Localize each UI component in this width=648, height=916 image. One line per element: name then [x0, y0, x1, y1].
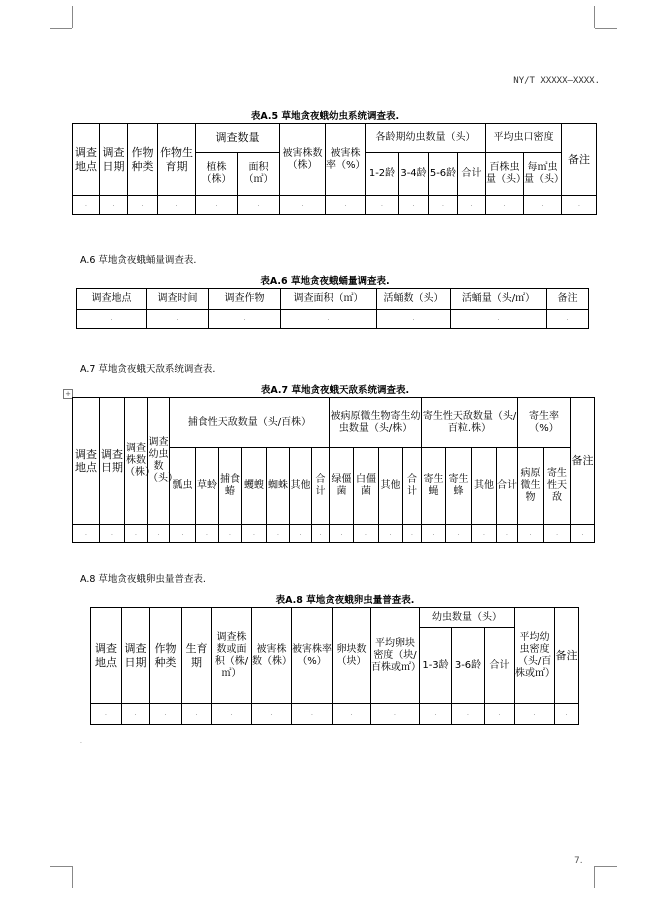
- empty-cell[interactable]: .: [555, 704, 579, 725]
- empty-cell[interactable]: .: [252, 704, 292, 725]
- empty-cell[interactable]: .: [379, 525, 403, 543]
- col-total: 合计: [458, 153, 486, 196]
- col-damaged-plants: 被害株数（株）: [252, 608, 292, 704]
- empty-cell[interactable]: .: [128, 196, 158, 215]
- empty-cell[interactable]: .: [333, 704, 371, 725]
- empty-cell[interactable]: .: [547, 310, 589, 329]
- empty-cell[interactable]: .: [148, 525, 170, 543]
- col-density: 平均虫口密度: [486, 124, 562, 153]
- empty-cell[interactable]: .: [571, 525, 595, 543]
- col-stage: 作物生育期: [158, 124, 196, 196]
- col-white-muscardine: 白僵菌: [354, 448, 379, 525]
- table-a7-caption: 表A.7 草地贪夜蛾天敌系统调查表.: [260, 385, 410, 396]
- empty-cell[interactable]: .: [377, 310, 451, 329]
- page-number: 7.: [574, 856, 583, 866]
- col-egg-masses: 卵块数（块）: [333, 608, 371, 704]
- empty-cell[interactable]: .: [472, 525, 497, 543]
- table-a6: [76, 288, 589, 329]
- empty-cell[interactable]: .: [544, 525, 571, 543]
- col-egg-density: 平均卵块密度（块/百株或㎡）: [371, 608, 420, 704]
- empty-cell[interactable]: .: [100, 196, 128, 215]
- col-damaged-plants: 被害株数（株）: [280, 124, 326, 196]
- empty-cell[interactable]: .: [429, 196, 458, 215]
- empty-cell[interactable]: .: [497, 525, 518, 543]
- empty-cell[interactable]: .: [446, 525, 472, 543]
- col-place: 调查地点: [73, 124, 100, 196]
- col-instar-1-2: 1-2龄: [366, 153, 399, 196]
- col-crop: 调查作物: [209, 289, 281, 310]
- empty-cell[interactable]: .: [150, 704, 182, 725]
- col-area: 面积（㎡）: [238, 153, 280, 196]
- empty-cell[interactable]: .: [196, 196, 238, 215]
- section-a8-heading: A.8 草地贪夜蛾卵虫量普查表.: [80, 574, 206, 585]
- crop-mark: [594, 866, 595, 888]
- crop-mark: [594, 6, 595, 28]
- empty-cell[interactable]: .: [122, 704, 150, 725]
- col-parasitic-enemy: 寄生性天敌: [544, 448, 571, 525]
- col-date: 调查日期: [100, 124, 128, 196]
- empty-cell[interactable]: .: [326, 196, 366, 215]
- col-note: 备注: [547, 289, 589, 310]
- crop-mark: [50, 866, 72, 867]
- col-stage: 生育期: [182, 608, 212, 704]
- col-instar-3-6: 3-6龄: [452, 628, 485, 704]
- empty-cell[interactable]: .: [312, 525, 330, 543]
- empty-cell[interactable]: .: [158, 196, 196, 215]
- crop-mark: [50, 28, 72, 29]
- col-earwig: 蠼螋: [242, 448, 267, 525]
- empty-cell[interactable]: .: [562, 196, 597, 215]
- empty-cell[interactable]: .: [267, 525, 290, 543]
- empty-cell[interactable]: .: [486, 196, 524, 215]
- table-a8-caption: 表A.8 草地贪夜蛾卵虫量普查表.: [275, 595, 415, 606]
- col-survey-qty: 调查数量: [196, 124, 280, 153]
- col-per-100-plants: 百株虫量（头）: [486, 153, 524, 196]
- section-a7-heading: A.7 草地贪夜蛾天敌系统调查表.: [80, 364, 216, 375]
- empty-cell[interactable]: .: [399, 196, 429, 215]
- empty-cell[interactable]: .: [452, 704, 485, 725]
- crop-mark: [72, 866, 73, 888]
- col-damage-rate: 被害株率（%）: [292, 608, 333, 704]
- col-ladybird: 瓢虫: [170, 448, 196, 525]
- empty-cell[interactable]: .: [403, 525, 422, 543]
- empty-cell[interactable]: .: [209, 310, 281, 329]
- empty-cell[interactable]: .: [420, 704, 452, 725]
- col-other: 其他: [472, 448, 497, 525]
- empty-cell[interactable]: .: [281, 310, 377, 329]
- col-pupae-qty: 活蛹量（头/㎡）: [451, 289, 547, 310]
- table-a6-caption: 表A.6 草地贪夜蛾蛹量调查表.: [260, 276, 390, 287]
- col-wasp: 寄生蜂: [446, 448, 472, 525]
- empty-cell[interactable]: .: [451, 310, 547, 329]
- empty-cell[interactable]: .: [371, 704, 420, 725]
- col-parasitism: 寄生率（%）: [518, 398, 571, 448]
- empty-cell[interactable]: .: [219, 525, 242, 543]
- crop-mark: [595, 28, 617, 29]
- empty-cell[interactable]: .: [524, 196, 562, 215]
- col-live-pupae: 活蛹数（头）: [377, 289, 451, 310]
- col-place: 调查地点: [91, 608, 122, 704]
- empty-cell[interactable]: .: [91, 704, 122, 725]
- col-per-m2: 每㎡虫量（头）: [524, 153, 562, 196]
- empty-cell[interactable]: .: [125, 525, 148, 543]
- standard-code-header: NY/T XXXXX—XXXX.: [513, 76, 600, 86]
- col-spider: 蜘蛛: [267, 448, 290, 525]
- col-total: 合计: [485, 628, 515, 704]
- table-a8: [90, 607, 579, 725]
- col-note: 备注: [555, 608, 579, 704]
- col-stinkbug: 捕食蝽: [219, 448, 242, 525]
- empty-cell[interactable]: .: [354, 525, 379, 543]
- empty-cell[interactable]: .: [515, 704, 555, 725]
- col-area: 调查面积（㎡）: [281, 289, 377, 310]
- empty-cell[interactable]: .: [330, 525, 354, 543]
- empty-cell[interactable]: .: [100, 525, 125, 543]
- col-plants: 调查株数（株）: [125, 398, 148, 525]
- table-a5-caption: 表A.5 草地贪夜蛾幼虫系统调查表.: [250, 111, 400, 122]
- empty-cell[interactable]: .: [238, 196, 280, 215]
- empty-cell[interactable]: .: [73, 525, 100, 543]
- empty-cell[interactable]: .: [280, 196, 326, 215]
- col-total: 合计: [497, 448, 518, 525]
- table-a5: [72, 123, 597, 215]
- col-pathogen: 被病原微生物寄生幼虫数量（头/株）: [330, 398, 422, 448]
- col-microbe: 病原微生物: [518, 448, 544, 525]
- paragraph-mark: .: [80, 738, 82, 745]
- table-a7: [72, 397, 595, 543]
- col-instar-3-4: 3-4龄: [399, 153, 429, 196]
- col-other: 其他: [290, 448, 312, 525]
- empty-cell[interactable]: .: [422, 525, 446, 543]
- col-instar-qty: 各龄期幼虫数量（头）: [366, 124, 486, 153]
- empty-cell[interactable]: .: [518, 525, 544, 543]
- empty-cell[interactable]: .: [458, 196, 486, 215]
- col-green-muscardine: 绿僵菌: [330, 448, 354, 525]
- col-total: 合计: [403, 448, 422, 525]
- col-other: 其他: [379, 448, 403, 525]
- col-date: 调查日期: [122, 608, 150, 704]
- empty-cell[interactable]: .: [196, 525, 219, 543]
- empty-cell[interactable]: .: [147, 310, 209, 329]
- empty-cell[interactable]: .: [485, 704, 515, 725]
- empty-cell[interactable]: .: [182, 704, 212, 725]
- empty-cell[interactable]: .: [170, 525, 196, 543]
- col-larvae-qty: 幼虫数量（头）: [420, 608, 515, 628]
- col-total: 合计: [312, 448, 330, 525]
- crop-mark: [595, 866, 617, 867]
- section-a6-heading: A.6 草地贪夜蛾蛹量调查表.: [80, 255, 197, 266]
- col-crop: 作物种类: [150, 608, 182, 704]
- empty-cell[interactable]: .: [212, 704, 252, 725]
- col-tachinid: 寄生蝇: [422, 448, 446, 525]
- empty-cell[interactable]: .: [242, 525, 267, 543]
- empty-cell[interactable]: .: [290, 525, 312, 543]
- table-move-handle[interactable]: +: [63, 389, 73, 399]
- empty-cell[interactable]: .: [292, 704, 333, 725]
- empty-cell[interactable]: .: [73, 196, 100, 215]
- empty-cell[interactable]: .: [77, 310, 147, 329]
- col-parasitoid: 寄生性天敌数量（头/百粒.株）: [422, 398, 518, 448]
- col-plants-area: 调查株数或面积（株/㎡）: [212, 608, 252, 704]
- col-note: 备注: [562, 124, 597, 196]
- col-plants: 植株（株）: [196, 153, 238, 196]
- col-note: 备注: [571, 398, 595, 525]
- col-crop: 作物种类: [128, 124, 158, 196]
- empty-cell[interactable]: .: [366, 196, 399, 215]
- col-larvae: 调查幼虫数（头）: [148, 398, 170, 525]
- crop-mark: [72, 6, 73, 28]
- col-instar-1-3: 1-3龄: [420, 628, 452, 704]
- col-instar-5-6: 5-6龄: [429, 153, 458, 196]
- col-predators: 捕食性天敌数量（头/百株）: [170, 398, 330, 448]
- col-place: 调查地点: [73, 398, 100, 525]
- col-lacewing: 草蛉: [196, 448, 219, 525]
- col-place: 调查地点: [77, 289, 147, 310]
- col-time: 调查时间: [147, 289, 209, 310]
- col-damage-rate: 被害株率（%）: [326, 124, 366, 196]
- col-larva-density: 平均幼虫密度（头/百株或㎡）: [515, 608, 555, 704]
- col-date: 调查日期: [100, 398, 125, 525]
